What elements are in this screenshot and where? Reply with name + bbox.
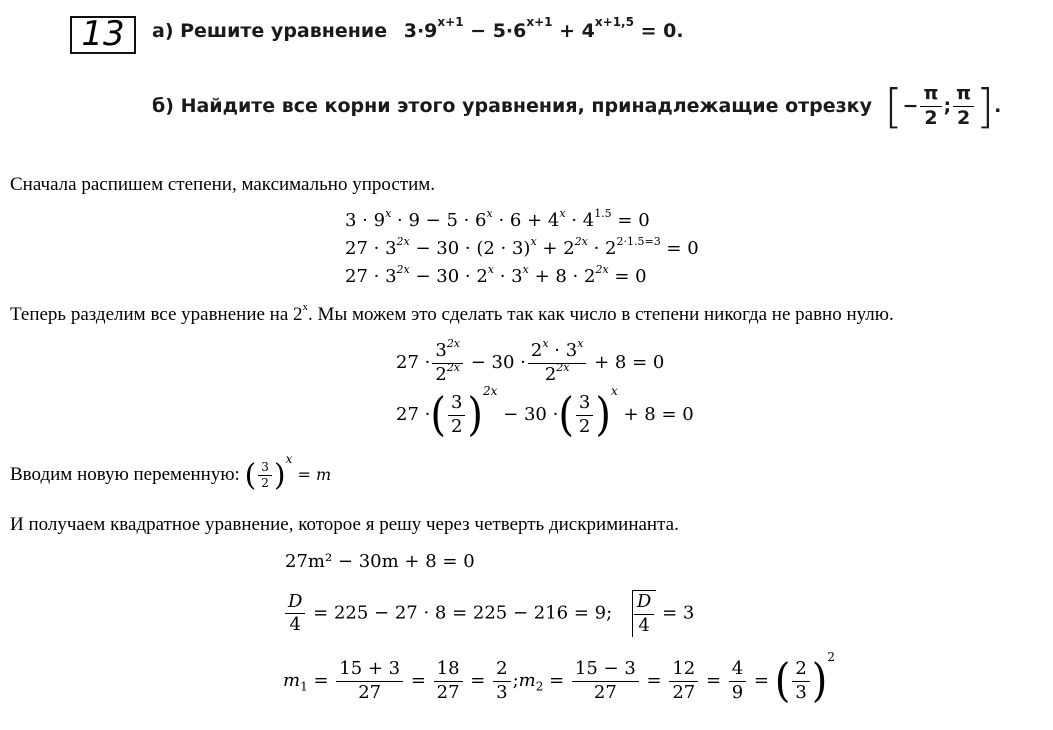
discriminant-line: $\frac{D}{4}$ = 225 − 27 · 8 = 225 − 216 = 9; $\frac{D}{4}$ = 3	[283, 590, 694, 637]
divide-text: Теперь разделим все уравнение на 2$^x$. Мы можем это сделать так как число в степени никогда не равно нулю.	[10, 301, 894, 325]
problem-number: 13	[81, 14, 125, 54]
problem-number-box	[70, 16, 136, 54]
equation-line-2: $27 \cdot 3^{2x} - 30 \cdot (2 \cdot 3)^x + 2^{2x} \cdot 2^{2\cdot 1.5=3} = 0$	[345, 235, 699, 259]
parenthesis-equation: 27 ·( $\frac{3}{2}$ )$^{2x}$ − 30 ·( $\frac{3}{2}$ )$^x$ + 8 = 0	[396, 384, 694, 442]
part-b	[152, 79, 1002, 134]
new-variable-line: Вводим новую переменную: ( $\frac{3}{2}$ )$^x$ = m	[10, 452, 332, 493]
equation-line-3: $27 \cdot 3^{2x} - 30 \cdot 2^x \cdot 3^x + 8 \cdot 2^{2x} = 0$	[345, 263, 647, 287]
part-a-label: а) Решите уравнение	[152, 20, 388, 42]
intro-text: Сначала распишем степени, максимально упростим.	[10, 174, 436, 195]
part-b-interval: [− $\frac{\pi}{2}$ ; $\frac{\pi}{2}$ ].	[884, 79, 1002, 134]
quadratic-equation: 27m² − 30m + 8 = 0	[285, 551, 475, 572]
part-b-label: б) Найдите все корни этого уравнения, принадлежащие отрезку	[152, 94, 872, 117]
equation-line-1: $3 \cdot 9^x \cdot 9 - 5 \cdot 6^x \cdot 6 + 4^x \cdot 4^{1.5} = 0$	[345, 207, 650, 231]
quadratic-text: И получаем квадратное уравнение, которое я решу через четверть дискриминанта.	[10, 514, 679, 535]
part-a-equation: $3\cdot 9^{x+1} - 5\cdot 6^{x+1} + 4^{x+1,5} = 0$.	[403, 15, 684, 42]
part-a	[152, 15, 684, 42]
roots-line: $m_1$ = $\frac{15 + 3}{27}$ = $\frac{18}{27}$ = $\frac{2}{3}$ $;m_2$ = $\frac{15 - 3}{27}$ = $\frac{12}{27}$ = $\frac{4}{9}$ = ( $\frac{2}{3}$ )$^2$	[283, 650, 836, 708]
fraction-equation: 27 · $\frac{3^{2x}}{2^{2x}}$ − 30 · $\frac{2^x \cdot 3^x}{2^{2x}}$ + 8 = 0	[396, 337, 665, 385]
